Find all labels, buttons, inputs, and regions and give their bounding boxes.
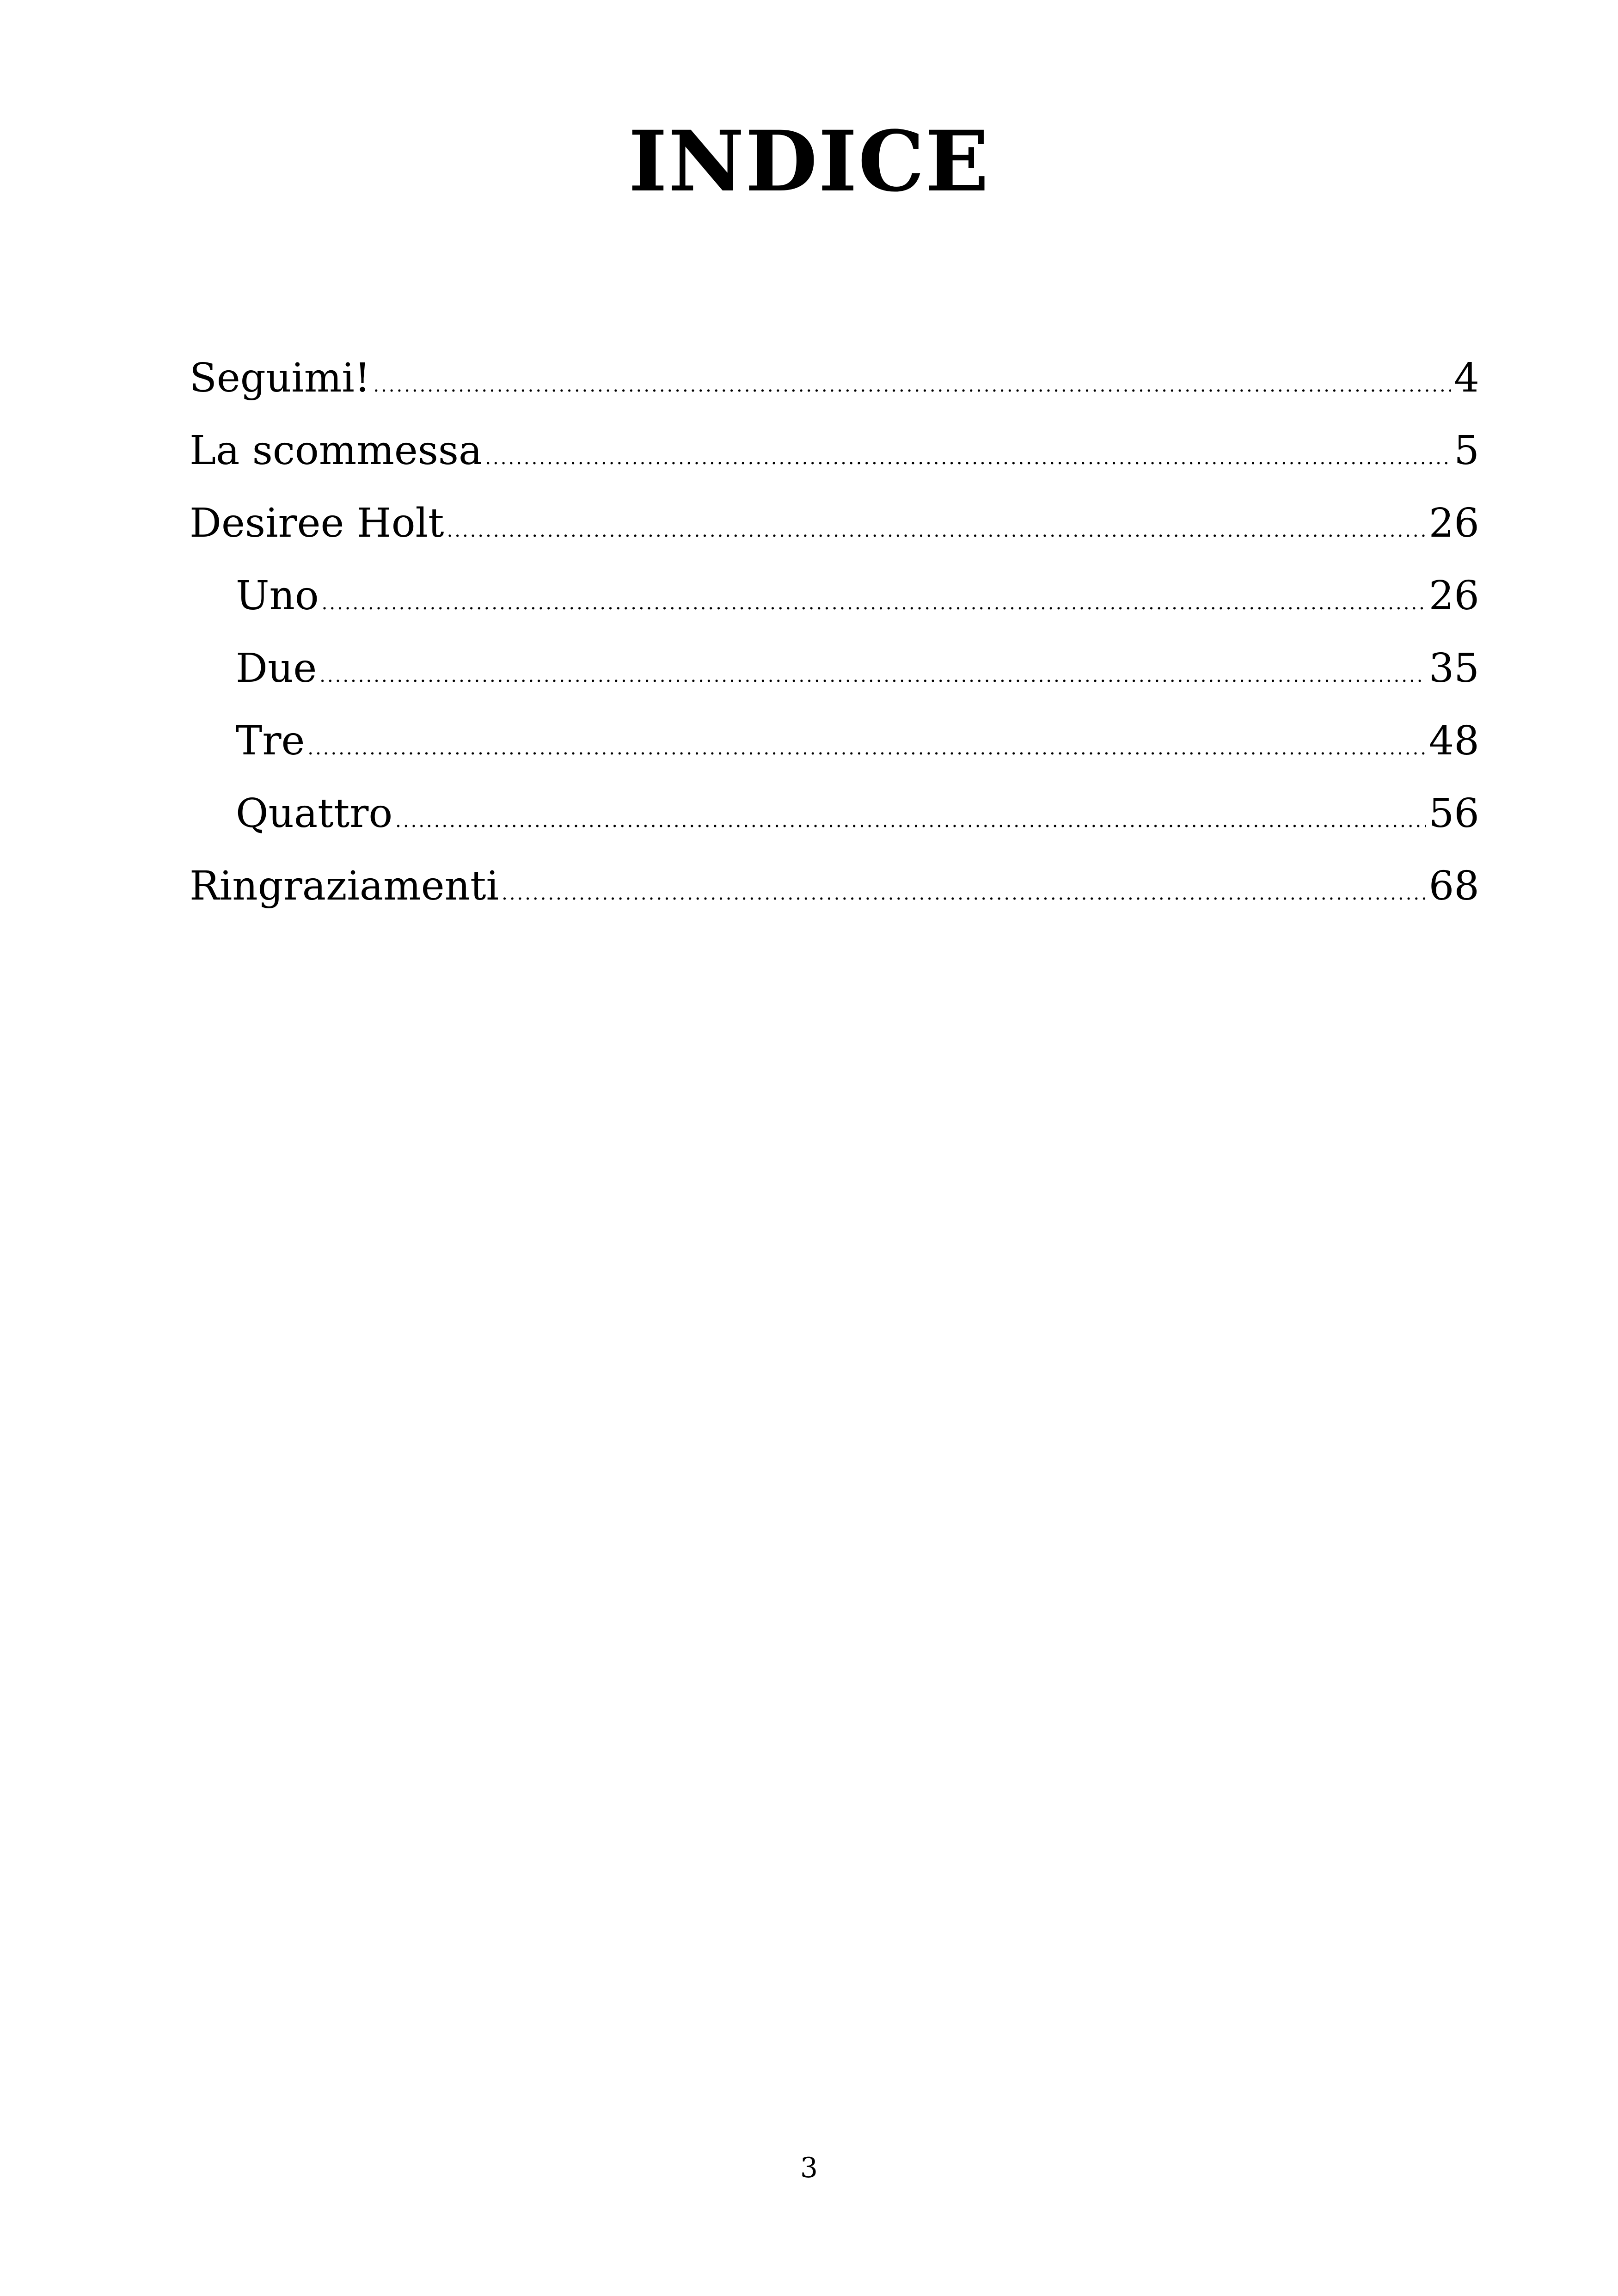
toc-entry-label: La scommessa bbox=[190, 428, 483, 474]
toc-entry-page: 56 bbox=[1428, 790, 1479, 837]
page-title: INDICE bbox=[628, 113, 990, 210]
toc-dot-leader bbox=[485, 422, 1451, 495]
toc-dot-leader bbox=[502, 857, 1426, 930]
toc-entry-page: 26 bbox=[1428, 500, 1479, 546]
toc-entry-label: Seguimi! bbox=[190, 355, 371, 401]
toc-entry-label: Ringraziamenti bbox=[190, 863, 499, 909]
toc-entry-tre[interactable] bbox=[190, 705, 1479, 778]
toc-entry-page: 35 bbox=[1428, 645, 1479, 692]
toc-entry-page: 5 bbox=[1454, 428, 1479, 474]
toc-entry-desiree-holt[interactable] bbox=[190, 487, 1479, 560]
toc-entry-uno[interactable] bbox=[190, 560, 1479, 632]
toc-dot-leader bbox=[322, 567, 1426, 640]
toc-entry-la-scommessa[interactable] bbox=[190, 415, 1479, 487]
toc-entry-label: Tre bbox=[236, 718, 305, 764]
toc-entry-page: 4 bbox=[1454, 355, 1479, 401]
toc-dot-leader bbox=[447, 495, 1426, 567]
table-of-contents bbox=[190, 342, 1479, 923]
toc-entry-label: Uno bbox=[236, 573, 319, 619]
toc-entry-page: 68 bbox=[1428, 863, 1479, 909]
toc-dot-leader bbox=[373, 349, 1451, 422]
toc-entry-page: 48 bbox=[1428, 718, 1479, 764]
toc-dot-leader bbox=[395, 785, 1426, 857]
toc-entry-ringraziamenti[interactable] bbox=[190, 850, 1479, 923]
toc-entry-due[interactable] bbox=[190, 632, 1479, 705]
toc-dot-leader bbox=[319, 640, 1426, 712]
toc-entry-quattro[interactable] bbox=[190, 778, 1479, 850]
toc-entry-label: Quattro bbox=[236, 790, 393, 837]
toc-entry-seguimi[interactable] bbox=[190, 342, 1479, 415]
toc-entry-label: Desiree Holt bbox=[190, 500, 444, 546]
toc-entry-label: Due bbox=[236, 645, 317, 692]
toc-dot-leader bbox=[307, 712, 1426, 785]
toc-entry-page: 26 bbox=[1428, 573, 1479, 619]
page-number: 3 bbox=[800, 2152, 818, 2184]
